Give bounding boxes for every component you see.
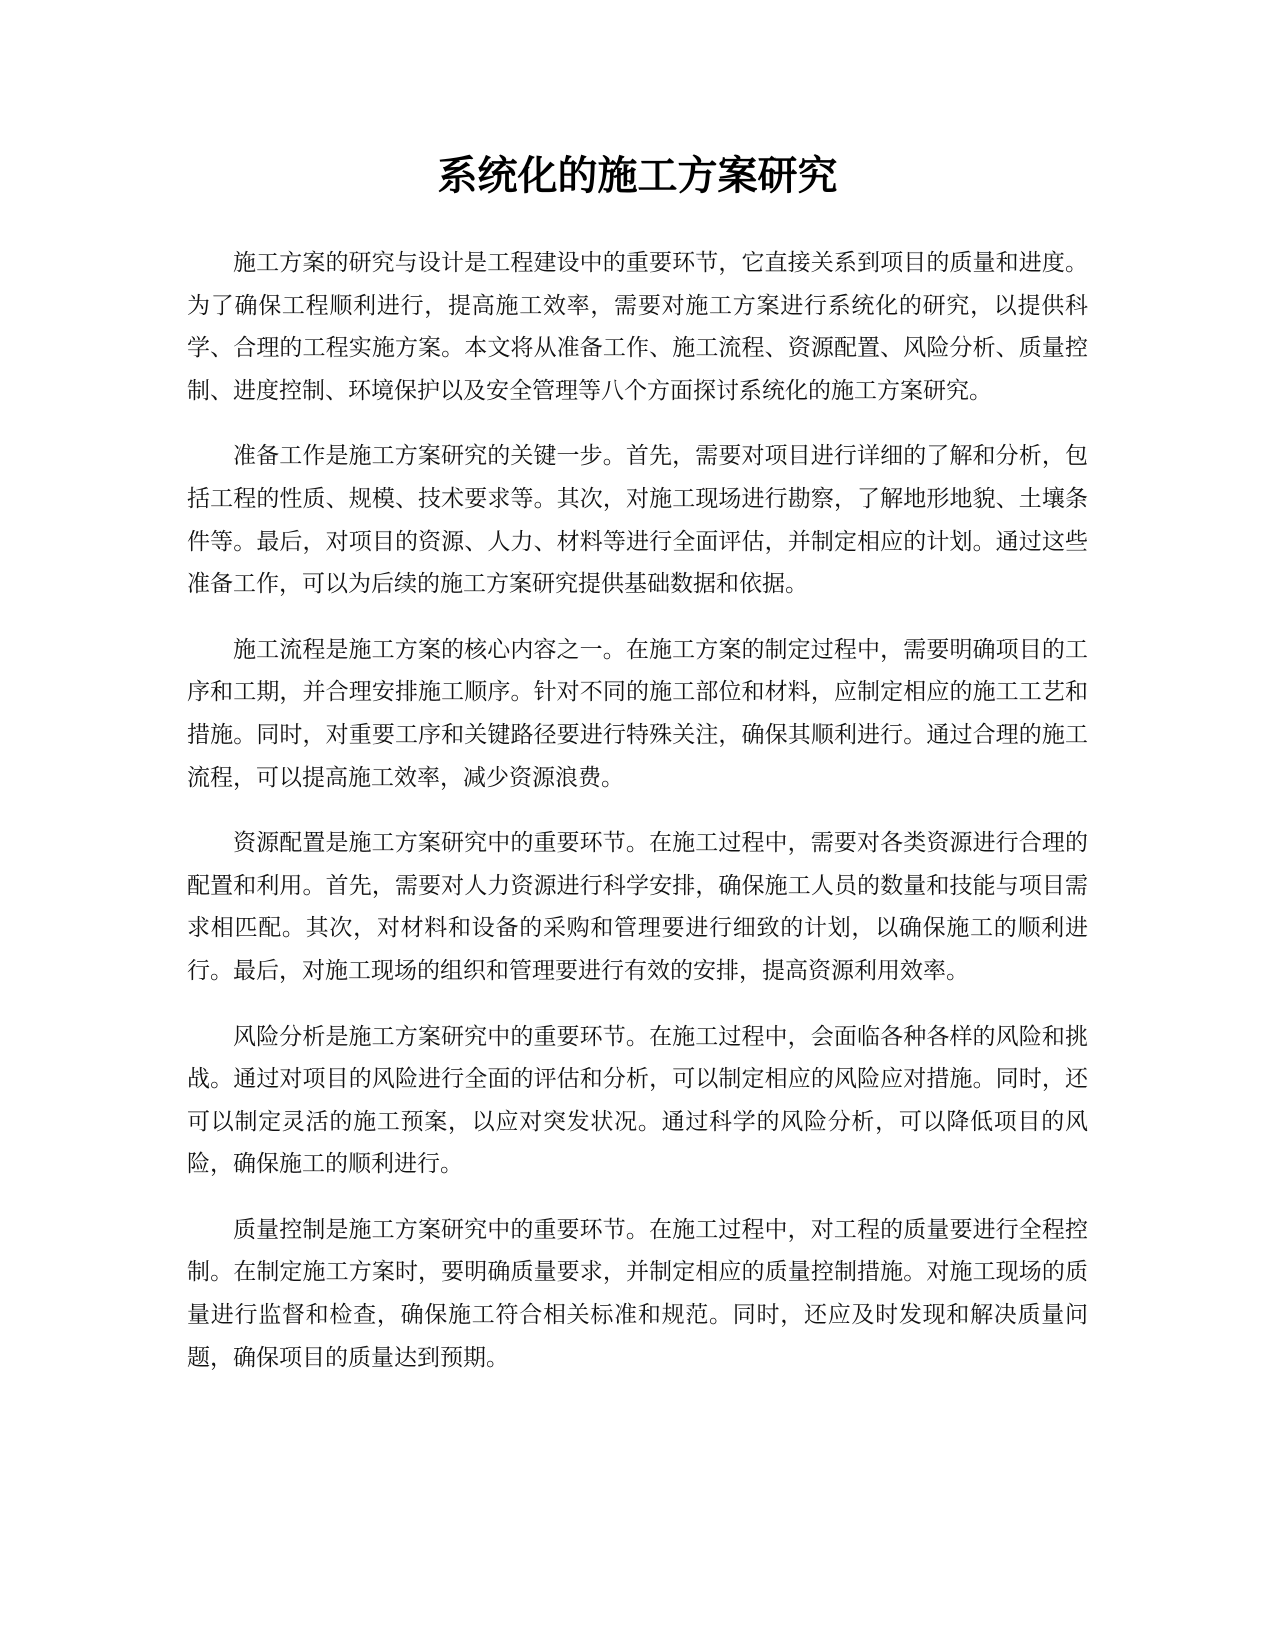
paragraph-risk-analysis: 风险分析是施工方案研究中的重要环节。在施工过程中，会面临各种各样的风险和挑战。通过对项目的风险进行全面的评估和分析，可以制定相应的风险应对措施。同时，还可以制定灵活的施工预案，以应对突发状况。通过科学的风险分析，可以降低项目的风险，确保施工的顺利进行。 bbox=[187, 1023, 1088, 1178]
paragraph-preparation: 准备工作是施工方案研究的关键一步。首先，需要对项目进行详细的了解和分析，包括工程的性质、规模、技术要求等。其次，对施工现场进行勘察，了解地形地貌、土壤条件等。最后，对项目的资源、人力、材料等进行全面评估，并制定相应的计划。通过这些准备工作，可以为后续的施工方案研究提供基础数据和依据。 bbox=[187, 443, 1088, 598]
paragraph-quality-control: 质量控制是施工方案研究中的重要环节。在施工过程中，对工程的质量要进行全程控制。在制定施工方案时，要明确质量要求，并制定相应的质量控制措施。对施工现场的质量进行监督和检查，确保施工符合相关标准和规范。同时，还应及时发现和解决质量问题，确保项目的质量达到预期。 bbox=[187, 1216, 1088, 1371]
paragraph-resource-allocation: 资源配置是施工方案研究中的重要环节。在施工过程中，需要对各类资源进行合理的配置和利用。首先，需要对人力资源进行科学安排，确保施工人员的数量和技能与项目需求相匹配。其次，对材料和设备的采购和管理要进行细致的计划，以确保施工的顺利进行。最后，对施工现场的组织和管理要进行有效的安排，提高资源利用效率。 bbox=[187, 830, 1088, 984]
paragraph-intro: 施工方案的研究与设计是工程建设中的重要环节，它直接关系到项目的质量和进度。为了确保工程顺利进行，提高施工效率，需要对施工方案进行系统化的研究，以提供科学、合理的工程实施方案。本文将从准备工作、施工流程、资源配置、风险分析、质量控制、进度控制、环境保护以及安全管理等八个方面探讨系统化的施工方案研究。 bbox=[187, 250, 1088, 404]
paragraph-construction-flow: 施工流程是施工方案的核心内容之一。在施工方案的制定过程中，需要明确项目的工序和工期，并合理安排施工顺序。针对不同的施工部位和材料，应制定相应的施工工艺和措施。同时，对重要工序和关键路径要进行特殊关注，确保其顺利进行。通过合理的施工流程，可以提高施工效率，减少资源浪费。 bbox=[187, 636, 1088, 791]
document-title: 系统化的施工方案研究 bbox=[437, 153, 838, 199]
document-body bbox=[187, 242, 1088, 1402]
